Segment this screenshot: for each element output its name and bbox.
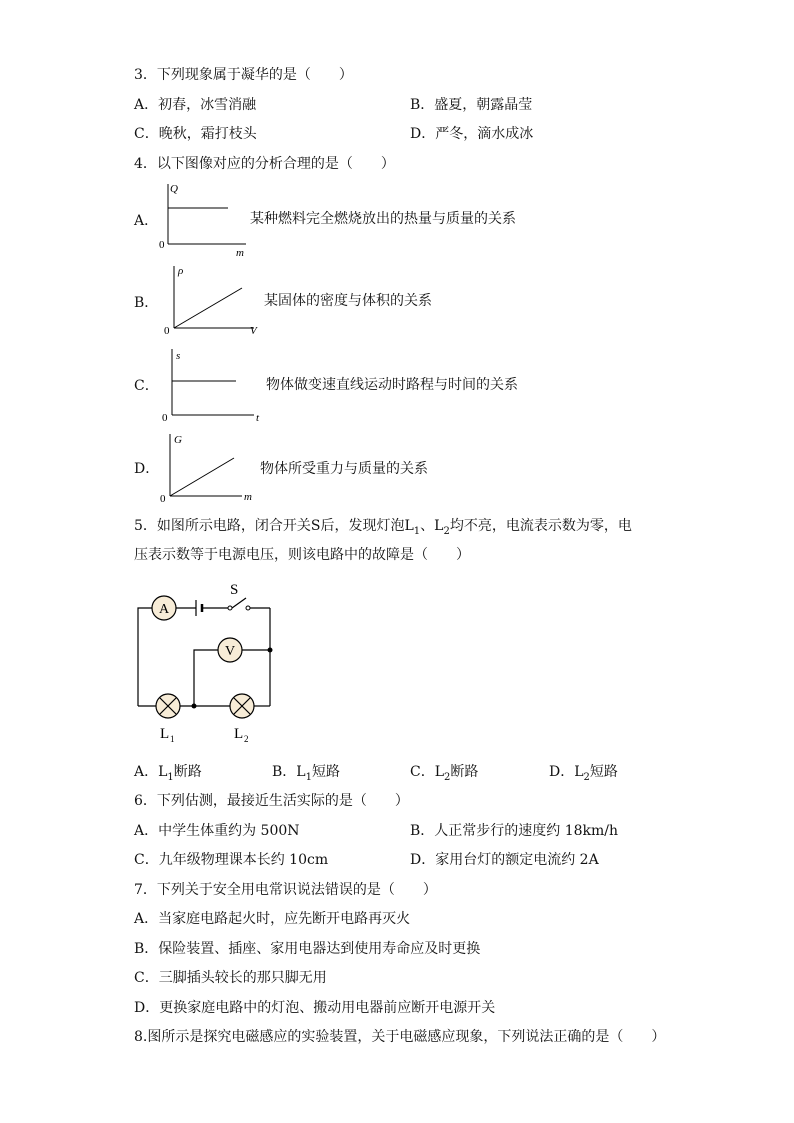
q4-graph-b-y-label: ρ [178,265,184,277]
q4-graph-d-origin: 0 [160,493,166,505]
q4-graph-d-x-label: m [244,491,252,503]
q7-option-b: B．保险装置、插座、家用电器达到使用寿命应及时更换 [134,941,481,957]
q5-lamp1-sub: 1 [170,734,175,744]
q4-option-c-desc: 物体做变速直线运动时路程与时间的关系 [266,377,518,393]
q4-option-a-letter: A． [134,213,159,229]
q4-option-b-letter: B． [134,295,159,311]
q4-graph-c-origin: 0 [162,412,168,424]
q5-ammeter-label: A [159,602,170,617]
q4-graph-c [150,345,270,425]
q6-option-c: C．九年级物理课本长约 10cm [134,852,329,868]
q5-option-b: B．$L_1$短路 [272,764,340,783]
q7-option-a: A．当家庭电路起火时，应先断开电路再灭火 [134,911,411,927]
q6-option-d: D．家用台灯的额定电流约 2A [410,852,599,868]
q4-graph-b-x-label: V [250,325,257,337]
q5-lamp1-label: L [160,726,170,742]
q7-option-d: D．更换家庭电路中的灯泡、搬动用电器前应断开电源开关 [134,1000,496,1016]
q6-option-a: A．中学生体重约为 500N [134,823,300,839]
q5-stem-line1: 5．如图所示电路，闭合开关S后，发现灯泡$L_1$、$L_2$均不亮，电流表示数为零，电 [134,518,632,537]
q7-option-c: C．三脚插头较长的那只脚无用 [134,970,327,986]
q5-circuit-diagram [128,578,288,748]
q6-stem: 6．下列估测，最接近生活实际的是（ ） [134,793,409,809]
q4-graph-c-y-label: s [176,350,181,362]
q4-option-c-letter: C． [134,378,159,394]
q3-stem: 3．下列现象属于凝华的是（ ） [134,67,353,83]
q6-option-b: B．人正常步行的速度约 18km/h [410,823,619,839]
q3-option-a: A．初春，冰雪消融 [134,97,257,113]
q4-graph-d-y-label: G [174,434,182,446]
q5-voltmeter-label: V [225,644,236,659]
q5-option-d: D．$L_2$短路 [549,764,618,783]
q4-graph-d [150,430,260,506]
q4-graph-a [150,180,250,260]
q4-option-d-letter: D． [134,461,160,477]
q5-stem-line2: 压表示数等于电源电压，则该电路中的故障是（ ） [134,547,470,563]
q4-option-d-desc: 物体所受重力与质量的关系 [260,461,428,477]
q3-option-d: D．严冬，滴水成冰 [410,126,534,142]
q4-option-a-desc: 某种燃料完全燃烧放出的热量与质量的关系 [250,211,516,227]
q5-option-c: C．$L_2$断路 [410,764,479,783]
q4-graph-c-x-label: t [256,412,260,424]
q4-graph-b-origin: 0 [164,325,170,337]
q4-graph-b [150,262,260,342]
q5-lamp2-sub: 2 [244,734,249,744]
q7-stem: 7．下列关于安全用电常识说法错误的是（ ） [134,882,437,898]
q5-lamp2-label: L [234,726,244,742]
q4-stem: 4．以下图像对应的分析合理的是（ ） [134,156,395,172]
q3-option-b: B．盛夏，朝露晶莹 [410,97,533,113]
q3-option-c: C．晚秋，霜打枝头 [134,126,257,142]
q4-graph-a-y-label: Q [170,183,178,195]
q4-graph-a-origin: 0 [159,239,165,251]
q5-switch-label: S [230,582,239,598]
q4-graph-a-x-label: m [236,247,244,259]
q8-stem: 8.图所示是探究电磁感应的实验装置，关于电磁感应现象，下列说法正确的是（ ） [134,1029,666,1045]
q4-option-b-desc: 某固体的密度与体积的关系 [264,293,432,309]
q5-option-a: A．$L_1$断路 [134,764,202,783]
